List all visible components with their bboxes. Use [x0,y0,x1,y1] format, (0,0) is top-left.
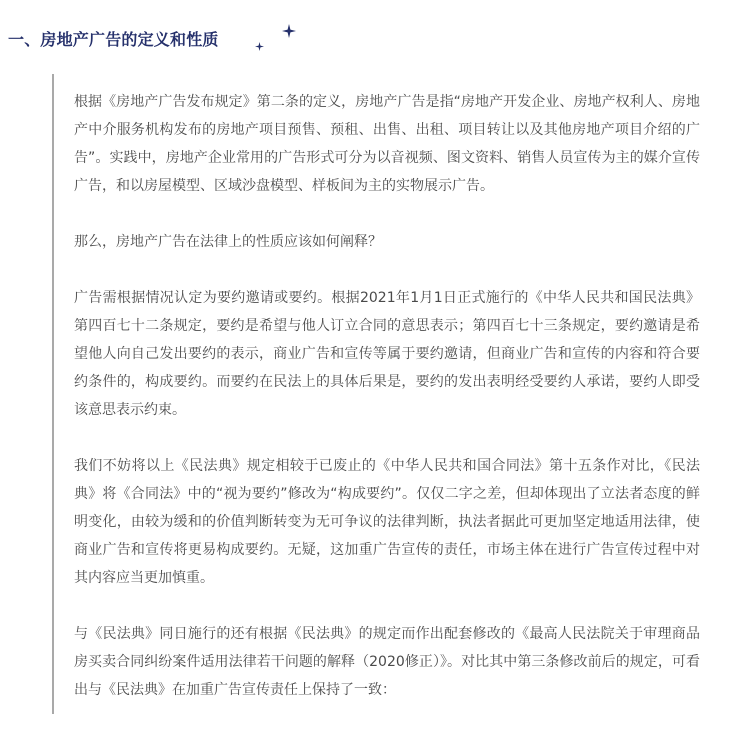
sparkle-star-icon [255,42,264,51]
sparkle-star-icon [282,24,296,38]
quote-left-border [52,74,54,714]
paragraph: 我们不妨将以上《民法典》规定相较于已废止的《中华人民共和国合同法》第十五条作对比，《民法典》将《合同法》中的“视为要约”修改为“构成要约”。仅仅二字之差，但却体现出了立法者态度的鲜明变化，由较为缓和的价值判断转变为无可争议的法律判断，执法者据此可更加坚定地适用法律，使商业广告和宣传将更易构成要约。无疑，这加重广告宣传的责任，市场主体在进行广告宣传过程中对其内容应当更加慎重。 [74,458,700,586]
section-title: 一、房地产广告的定义和性质 [8,30,219,49]
paragraph: 根据《房地产广告发布规定》第二条的定义，房地产广告是指“房地产开发企业、房地产权利人、房地产中介服务机构发布的房地产项目预售、预租、出售、出租、项目转让以及其他房地产项目介绍的广告”。实践中，房地产企业常用的广告形式可分为以音视频、图文资料、销售人员宣传为主的媒介宣传广告，和以房屋模型、区域沙盘模型、样板间为主的实物展示广告。 [74,94,700,194]
paragraph: 广告需根据情况认定为要约邀请或要约。根据2021年1月1日正式施行的《中华人民共和国民法典》第四百七十二条规定，要约是希望与他人订立合同的意思表示；第四百七十三条规定，要约邀请是希望他人向自己发出要约的表示，商业广告和宣传等属于要约邀请，但商业广告和宣传的内容和符合要约条件的，构成要约。而要约在民法上的具体后果是，要约的发出表明经受要约人承诺，要约人即受该意思表示约束。 [74,290,700,418]
paragraph: 与《民法典》同日施行的还有根据《民法典》的规定而作出配套修改的《最高人民法院关于审理商品房买卖合同纠纷案件适用法律若干问题的解释（2020修正）》。对比其中第三条修改前后的规定，可看出与《民法典》在加重广告宣传责任上保持了一致： [74,626,700,698]
paragraph: 那么，房地产广告在法律上的性质应该如何阐释？ [74,234,382,250]
article-body [74,88,700,732]
